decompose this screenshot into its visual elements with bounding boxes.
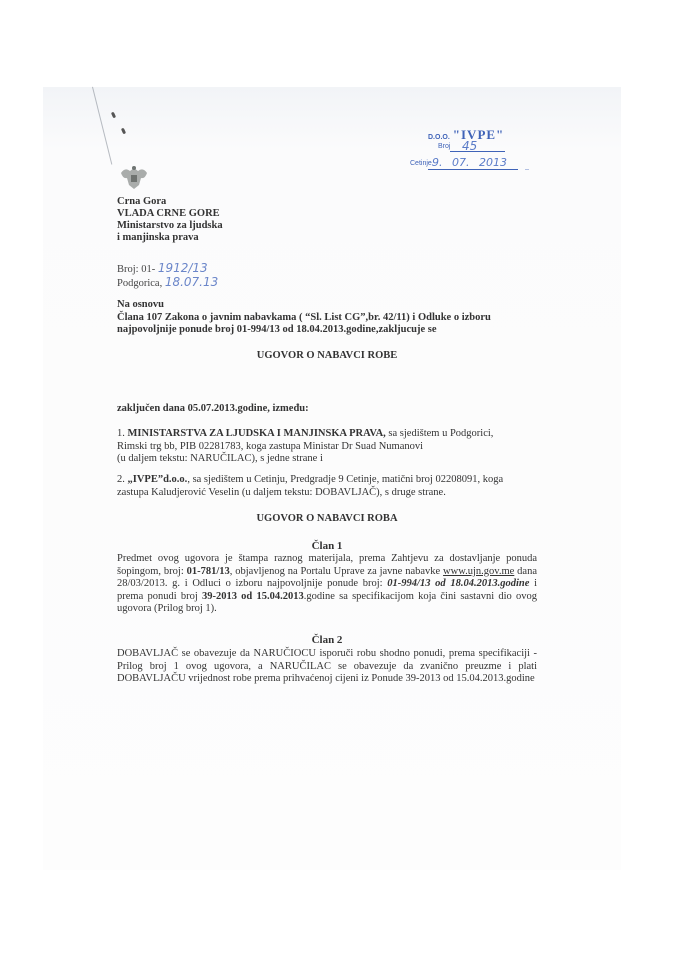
stamp-trailing-mark: ..: [525, 163, 529, 172]
contract-subtitle: UGOVOR O NABAVCI ROBA: [256, 513, 398, 524]
ministry-header: Crna Gora VLADA CRNE GORE Ministarstvo za ljudska i manjinska prava: [117, 196, 223, 243]
contract-title: UGOVOR O NABAVCI ROBE: [256, 350, 398, 361]
company-receipt-stamp: [410, 125, 550, 175]
document-reference: [117, 262, 218, 290]
stamp-date-value: 9. 07. 2013: [432, 156, 507, 169]
reference-number: Broj: 01- 1912/13: [117, 261, 208, 275]
article-2-heading: Član 2: [311, 634, 343, 646]
article-2-text: DOBAVLJAČ se obavezuje da NARUČIOCU isporuči robu shodno ponudi, prema specifikaciji - Prilog broj 1 ovog ugovora, a NARUČILAC se obavezuje da zvanično preuzme i plati DOBAVLJAČU vrijednost robe prema prihvaćenoj cijeni iz Ponude 39-2013 od 15.04.2013.godine: [117, 648, 537, 685]
stamp-place-label: Cetinje,: [410, 160, 434, 167]
legal-basis-intro: Na osnovu Člana 107 Zakona o javnim nabavkama ( “Sl. List CG”,br. 42/11) i Odluke o izboru najpovoljnije ponude broj 01-994/13 od 18.04.2013.godine,zakljucuje se: [117, 299, 491, 335]
stamp-broj-line: [450, 151, 505, 152]
party-2: 2. „IVPE”d.o.o., sa sjedištem u Cetinju, Predgradje 9 Cetinje, matični broj 02208091, koga zastupa Kaludjerović Veselin (u daljem tekstu: DOBAVLJAČ), s druge strane.: [117, 474, 504, 498]
party-1: 1. MINISTARSTVA ZA LJUDSKA I MANJINSKA PRAVA, sa sjedištem u Podgorici, Rimski trg bb, PIB 02281783, koga zastupa Ministar Dr Suad Numanovi (u daljem tekstu: NARUČILAC), s jedne strane i: [117, 428, 494, 465]
stamp-company: D.O.O. "IVPE": [428, 127, 505, 142]
stamp-broj-value: 45: [462, 139, 478, 153]
stamp-date-line: [428, 169, 518, 170]
coat-of-arms-icon: [117, 163, 151, 193]
handwritten-date: 18.07.13: [164, 275, 219, 289]
article-1-heading: Član 1: [311, 540, 343, 552]
procurement-portal-link[interactable]: www.ujn.gov.me: [443, 565, 515, 577]
reference-date: Podgorica, 18.07.13: [117, 275, 219, 289]
conclusion-date: zaključen dana 05.07.2013.godine, između:: [117, 403, 309, 414]
article-1-text: Predmet ovog ugovora je štampa raznog materijala, prema Zahtjevu za dostavljanje ponuda šopingom, broj: 01-781/13, objavljenog na Portalu Uprave za javne nabavke www.ujn.gov.me dana 28/03/2013. g. i Odluci o izboru najpovoljnije ponude broj: 01-994/13 od 18.04.2013.godine i prema ponudi broj 39-2013 od 15.04.2013.godine sa specifikacijom koja čini sastavni dio ovog ugovora (Prilog broj 1).: [117, 553, 538, 615]
handwritten-number: 1912/13: [157, 261, 208, 275]
stamp-broj-label: Broj: [438, 143, 451, 150]
